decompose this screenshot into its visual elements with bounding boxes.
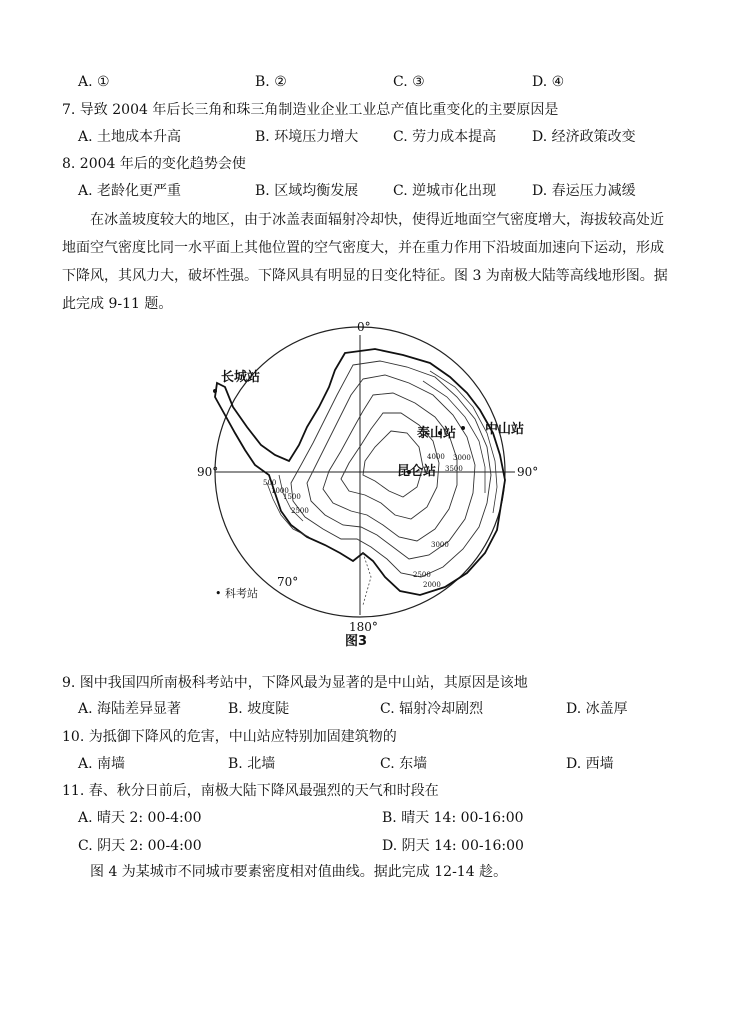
ice-shelf bbox=[363, 553, 371, 605]
label-deg-top: 0° bbox=[357, 320, 371, 334]
q9-stem: 9. 图中我国四所南极科考站中，下降风最为显著的是中山站，其原因是该地 bbox=[62, 675, 528, 691]
q9-option-b: B. 坡度陡 bbox=[228, 701, 290, 717]
q8-option-c: C. 逆城市化出现 bbox=[393, 183, 497, 199]
q8-option-d: D. 春运压力减缓 bbox=[532, 183, 636, 199]
q10-option-d: D. 西墙 bbox=[566, 756, 614, 772]
option-b: B. ② bbox=[255, 74, 287, 90]
contour-label: 3000 bbox=[431, 541, 449, 549]
label-changcheng-station: 长城站 bbox=[221, 370, 261, 385]
passage-line-1: 在冰盖坡度较大的地区，由于冰盖表面辐射冷却快，使得近地面空气密度增大，海拔较高处近 bbox=[90, 212, 664, 228]
q7-stem: 7. 导致 2004 年后长三角和珠三角制造业企业工业总产值比重变化的主要原因是 bbox=[62, 102, 559, 118]
passage bbox=[62, 206, 682, 318]
station-dot-changcheng bbox=[213, 389, 217, 393]
contour-label: 4000 bbox=[427, 453, 445, 461]
q7-option-c: C. 劳力成本提高 bbox=[393, 129, 497, 145]
q9-option-a: A. 海陆差异显著 bbox=[78, 701, 182, 717]
q11-option-d: D. 阴天 14: 00-16:00 bbox=[382, 838, 524, 854]
contour-label: 3500 bbox=[445, 465, 463, 473]
antarctica-map bbox=[195, 315, 545, 655]
label-deg-bottom: 180° bbox=[349, 620, 378, 634]
passage-line-2: 地面空气密度比同一水平面上其他位置的空气密度大，并在重力作用下沿坡面加速向下运动，形成 bbox=[62, 240, 664, 256]
contour-label: 2500 bbox=[291, 507, 309, 515]
passage-line-4: 此完成 9-11 题。 bbox=[62, 296, 173, 312]
option-c: C. ③ bbox=[393, 74, 425, 90]
q8-stem: 8. 2004 年后的变化趋势会使 bbox=[62, 156, 246, 172]
q8-option-a: A. 老龄化更严重 bbox=[78, 183, 182, 199]
passage-line-3: 下降风，其风力大，破坏性强。下降风具有明显的日变化特征。图 3 为南极大陆等高线地形图。据 bbox=[62, 268, 668, 284]
q11-option-b: B. 晴天 14: 00-16:00 bbox=[382, 810, 524, 826]
q10-option-c: C. 东墙 bbox=[380, 756, 428, 772]
contour-label: 500 bbox=[263, 479, 277, 487]
q7-option-b: B. 环境压力增大 bbox=[255, 129, 359, 145]
contour-label: 1500 bbox=[283, 493, 301, 501]
label-kunlun-station: 昆仑站 bbox=[397, 464, 437, 479]
q11-stem: 11. 春、秋分日前后，南极大陆下降风最强烈的天气和时段在 bbox=[62, 783, 439, 799]
contour-label: 3000 bbox=[453, 454, 471, 462]
q10-option-a: A. 南墙 bbox=[78, 756, 126, 772]
q8-option-b: B. 区域均衡发展 bbox=[255, 183, 359, 199]
label-zhongshan-station: 中山站 bbox=[485, 422, 525, 437]
option-a: A. ① bbox=[78, 74, 110, 90]
q11-option-c: C. 阴天 2: 00-4:00 bbox=[78, 838, 202, 854]
contour-label: 2000 bbox=[423, 581, 441, 589]
label-deg-70: 70° bbox=[277, 575, 299, 589]
q11-option-a: A. 晴天 2: 00-4:00 bbox=[78, 810, 202, 826]
label-deg-left: 90° bbox=[197, 465, 219, 479]
label-taishan-station: 泰山站 bbox=[417, 426, 457, 441]
q7-option-d: D. 经济政策改变 bbox=[532, 129, 636, 145]
q7-option-a: A. 土地成本升高 bbox=[78, 129, 182, 145]
q10-option-b: B. 北墙 bbox=[228, 756, 276, 772]
q9-option-d: D. 冰盖厚 bbox=[566, 701, 628, 717]
option-d: D. ④ bbox=[532, 74, 565, 90]
label-deg-right: 90° bbox=[517, 465, 539, 479]
figure-caption: 图3 bbox=[345, 634, 368, 649]
closing-line: 图 4 为某城市不同城市要素密度相对值曲线。据此完成 12-14 趁。 bbox=[90, 864, 508, 880]
station-dot-zhongshan bbox=[461, 426, 465, 430]
contour-line bbox=[323, 393, 457, 541]
q10-stem: 10. 为抵御下降风的危害，中山站应特别加固建筑物的 bbox=[62, 729, 397, 745]
contour-label: 2500 bbox=[413, 571, 431, 579]
contour-label: 1000 bbox=[271, 487, 289, 495]
legend-research-station: • 科考站 bbox=[215, 587, 258, 600]
q9-option-c: C. 辐射冷却剧烈 bbox=[380, 701, 484, 717]
antarctica-map-figure bbox=[195, 315, 545, 655]
